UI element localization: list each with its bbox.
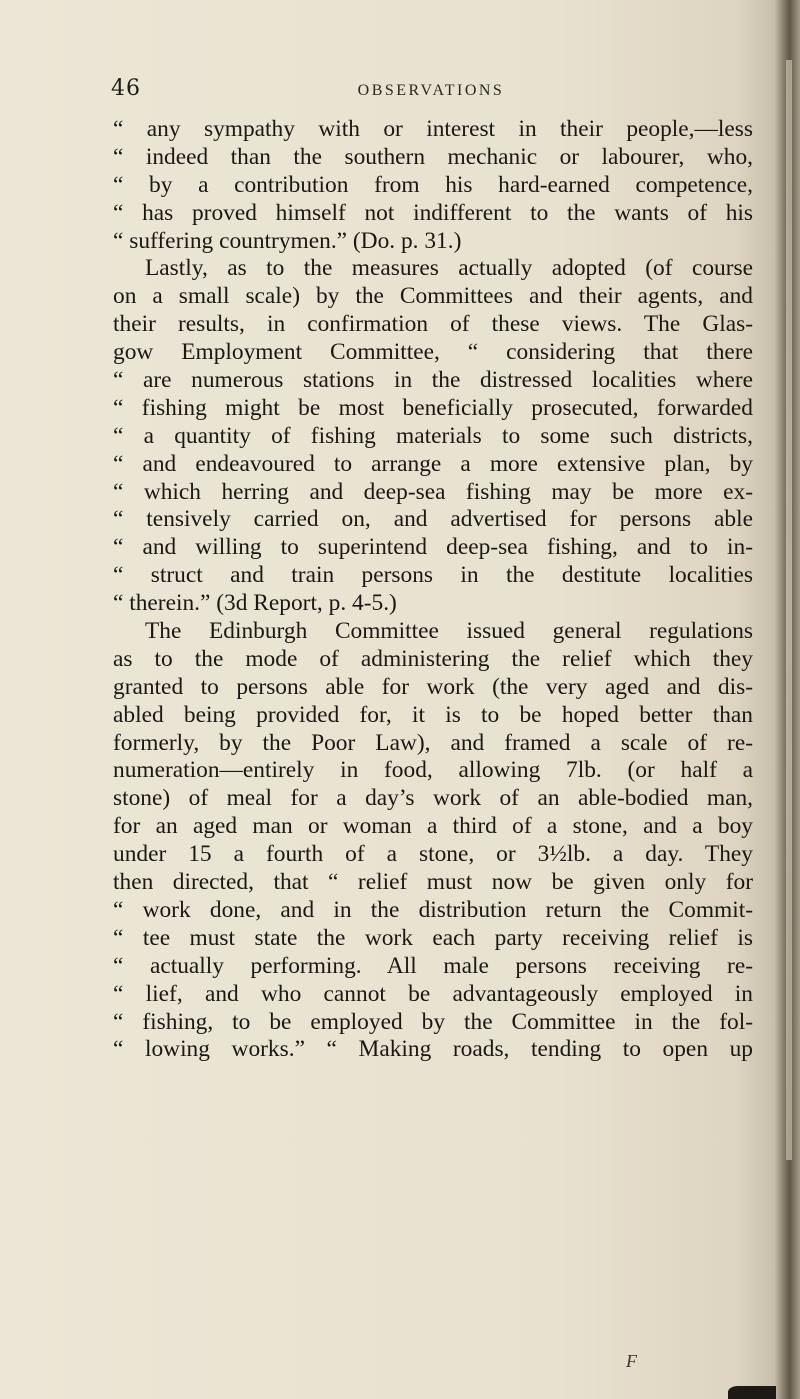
page-header [111, 76, 751, 106]
text-line: numeration—entirely in food, allowing 7lb. (or half a [113, 757, 753, 784]
text-line: formerly, by the Poor Law), and framed a scale of re- [113, 729, 753, 756]
text-line: “ fishing might be most beneficially prosecuted, forwarded [113, 394, 753, 421]
text-line: “ indeed than the southern mechanic or labourer, who, [113, 143, 753, 170]
text-line: “ actually performing. All male persons receiving re- [113, 952, 753, 979]
text-line: “ any sympathy with or interest in their people,—less [113, 116, 753, 142]
scan-edge-mark [728, 1386, 776, 1399]
running-head: OBSERVATIONS [357, 82, 505, 99]
text-line: on a small scale) by the Committees and their agents, and [113, 283, 753, 310]
text-line: stone) of meal for a day’s work of an able-bodied man, [113, 785, 753, 812]
text-line: “ lief, and who cannot be advantageously employed in [113, 980, 753, 1007]
text-line: “ work done, and in the distribution return the Commit- [113, 896, 753, 923]
text-line: gow Employment Committee, “ considering that there [113, 339, 753, 366]
text-line: “ and endeavoured to arrange a more extensive plan, by [113, 450, 753, 477]
text-line: “ fishing, to be employed by the Committee in the fol- [113, 1008, 753, 1035]
text-line: The Edinburgh Committee issued general regulations [145, 618, 753, 645]
text-line: “ tee must state the work each party receiving relief is [113, 924, 753, 951]
text-line: “ struct and train persons in the destitute localities [113, 562, 753, 589]
text-line: then directed, that “ relief must now be given only for [113, 869, 753, 896]
page-number: 46 [111, 76, 141, 101]
page-edge-highlight [786, 60, 792, 1160]
text-line: for an aged man or woman a third of a stone, and a boy [113, 813, 753, 840]
text-line: “ which herring and deep-sea fishing may be more ex- [113, 478, 753, 505]
body-text [113, 116, 753, 1064]
text-line: “ therein.” (3d Report, p. 4-5.) [113, 590, 397, 617]
text-line: “ lowing works.” “ Making roads, tending to open up [113, 1036, 753, 1063]
text-line: under 15 a fourth of a stone, or 3½lb. a day. They [113, 841, 753, 868]
text-line: “ by a contribution from his hard-earned competence, [113, 171, 753, 198]
text-line: “ a quantity of fishing materials to some such districts, [113, 422, 753, 449]
text-line: “ are numerous stations in the distressed localities where [113, 367, 753, 394]
text-line: their results, in confirmation of these views. The Glas- [113, 311, 753, 338]
text-line: Lastly, as to the measures actually adopted (of course [145, 255, 753, 282]
text-line: “ tensively carried on, and advertised for persons able [113, 506, 753, 533]
text-line: as to the mode of administering the relief which they [113, 645, 753, 672]
signature-mark: F [626, 1351, 637, 1371]
text-line: granted to persons able for work (the very aged and dis- [113, 673, 753, 700]
text-line: “ has proved himself not indifferent to the wants of his [113, 199, 753, 226]
text-line: “ and willing to superintend deep-sea fishing, and to in- [113, 534, 753, 561]
text-line: “ suffering countrymen.” (Do. p. 31.) [113, 227, 462, 254]
text-line: abled being provided for, it is to be hoped better than [113, 701, 753, 728]
